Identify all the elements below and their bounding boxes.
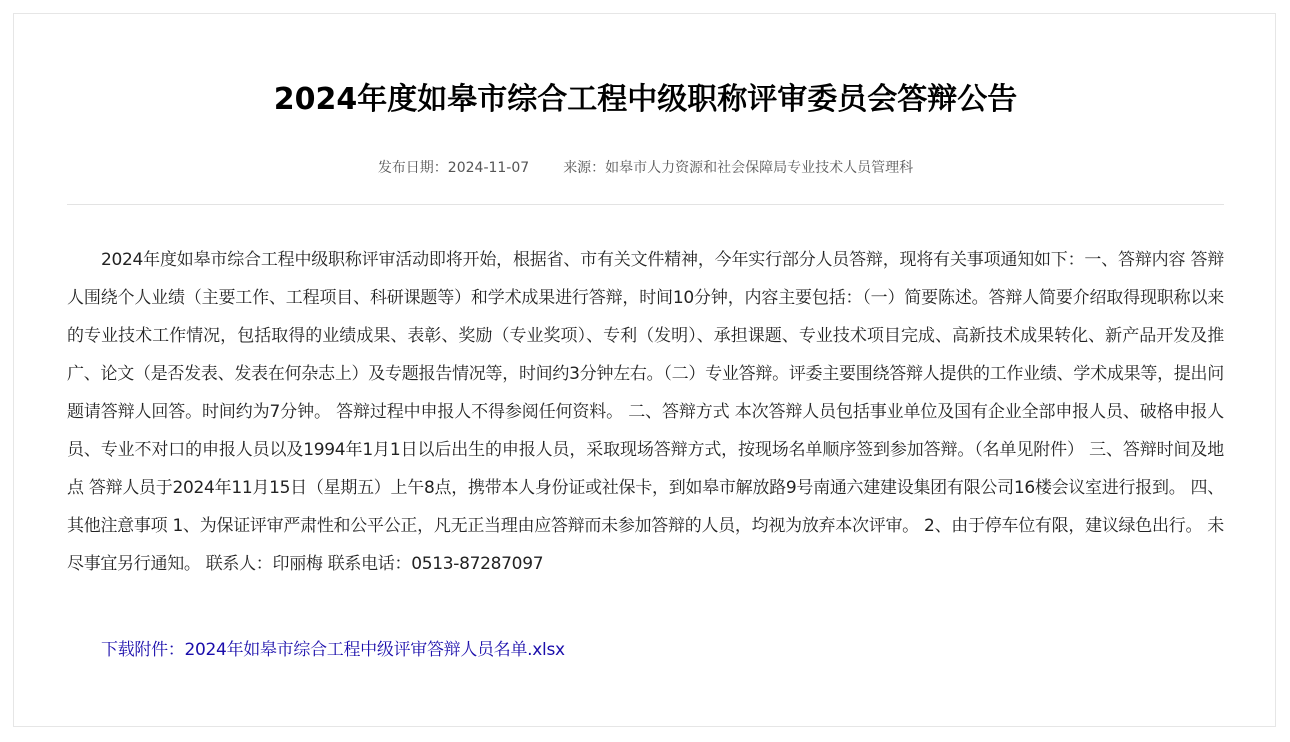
article-body: 2024年度如皋市综合工程中级职称评审活动即将开始，根据省、市有关文件精神，今年实行部分人员答辩，现将有关事项通知如下：一、答辩内容 答辩人围绕个人业绩（主要工作、工程项目、科研课题等）和学术成果进行答辩，时间10分钟，内容主要包括：（一）简要陈述。答辩人简要介绍取得现职称以来的专业技术工作情况，包括取得的业绩成果、表彰、奖励（专业奖项）、专利（发明）、承担课题、专业技术项目完成、高新技术成果转化、新产品开发及推广、论文（是否发表、发表在何杂志上）及专题报告情况等，时间约3分钟左右。（二）专业答辩。评委主要围绕答辩人提供的工作业绩、学术成果等，提出问题请答辩人回答。时间约为7分钟。 答辩过程中申报人不得参阅任何资料。 二、答辩方式 本次答辩人员包括事业单位及国有企业全部申报人员、破格申报人员、专业不对口的申报人员以及1994年1月1日以后出生的申报人员，采取现场答辩方式，按现场名单顺序签到参加答辩。（名单见附件） 三、答辩时间及地点 答辩人员于2024年11月15日（星期五）上午8点，携带本人身份证或社保卡，到如皋市解放路9号南通六建建设集团有限公司16楼会议室进行报到。 四、其他注意事项 1、为保证评审严肃性和公平公正，凡无正当理由应答辩而未参加答辩的人员，均视为放弃本次评审。 2、由于停车位有限，建议绿色出行。 未尽事宜另行通知。 联系人：印丽梅 联系电话：0513-87287097: [67, 250, 1224, 574]
attachment-row: [67, 631, 1224, 669]
page-title: 2024年度如皋市综合工程中级职称评审委员会答辩公告: [273, 82, 1018, 117]
article-source: 来源：如皋市人力资源和社会保障局专业技术人员管理科: [563, 160, 914, 176]
attachment-download-link[interactable]: 下载附件：2024年如皋市综合工程中级评审答辩人员名单.xlsx: [101, 640, 565, 660]
title-divider: [67, 204, 1224, 205]
article-meta: [67, 158, 1224, 178]
article-container: [13, 13, 1276, 727]
publish-date: 发布日期：2024-11-07: [377, 160, 530, 176]
